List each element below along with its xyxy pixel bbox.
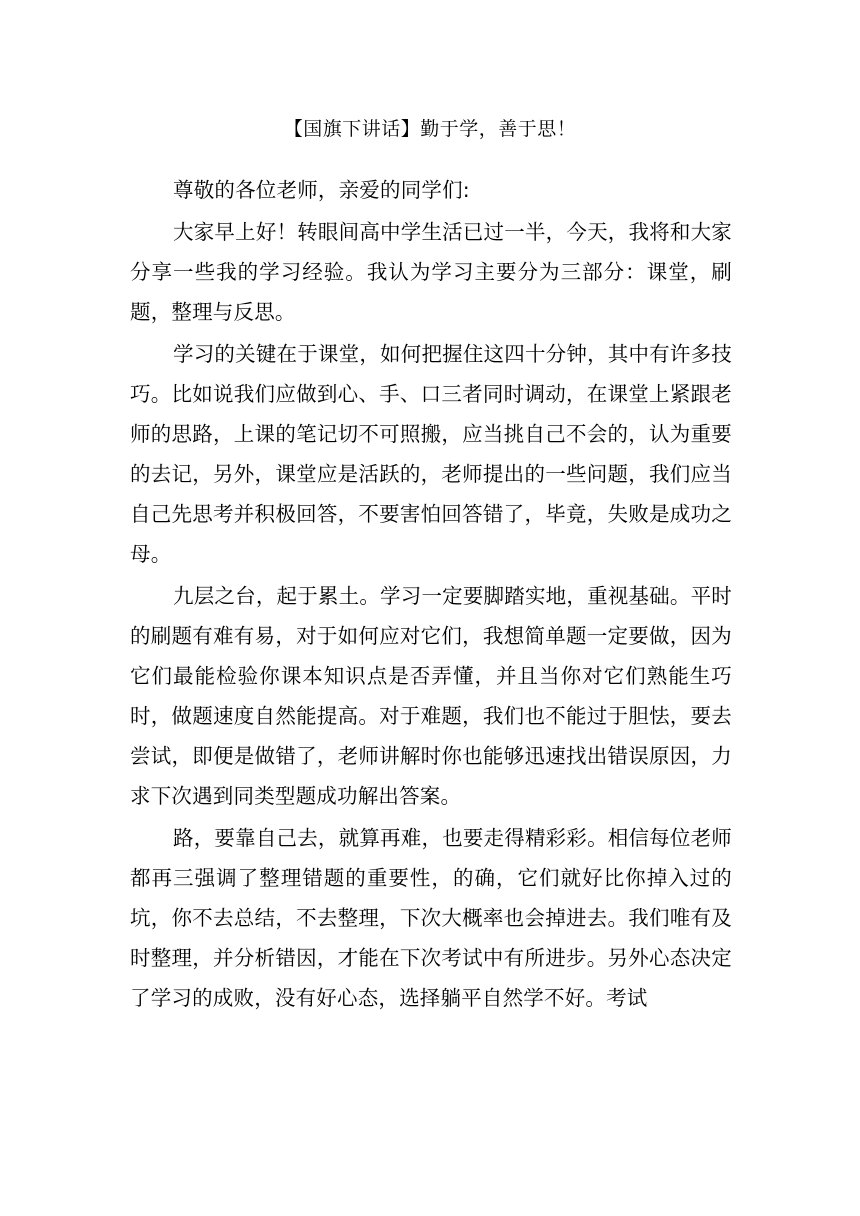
salutation-paragraph: 尊敬的各位老师，亲爱的同学们: [173,178,470,202]
practice-paragraph: 九层之台，起于累土。学习一定要脚踏实地，重视基础。平时的刷题有难有易，对于如何应对它们，我想简单题一定要做，因为它们最能检验你课本知识点是否弄懂，并且当你对它们熟能生巧时，做题速度自然能提高。对于难题，我们也不能过于胆怯，要去尝试，即便是做错了，老师讲解时你也能够迅速找出错误原因，力求下次遇到同类型题成功解出答案。 [130,584,732,808]
classroom-paragraph: 学习的关键在于课堂，如何把握住这四十分钟，其中有许多技巧。比如说我们应做到心、手、口三者同时调动，在课堂上紧跟老师的思路，上课的笔记切不可照搬，应当挑自己不会的，认为重要的去记，另外，课堂应是活跃的，老师提出的一些问题，我们应当自己先思考并积极回答，不要害怕回答错了，毕竟，失败是成功之母。 [130,342,732,566]
greeting-paragraph: 大家早上好！转眼间高中学生活已过一半，今天，我将和大家分享一些我的学习经验。我认为学习主要分为三部分：课堂，刷题，整理与反思。 [130,220,732,324]
reflection-paragraph: 路，要靠自己去，就算再难，也要走得精彩彩。相信每位老师都再三强调了整理错题的重要性，的确，它们就好比你掉入过的坑，你不去总结，不去整理，下次大概率也会掉进去。我们唯有及时整理，并分析错因，才能在下次考试中有所进步。另外心态决定了学习的成败，没有好心态，选择躺平自然学不好。考试 [130,826,732,1010]
document-body [130,170,732,1020]
document-title: 【国旗下讲话】勤于学，善于思！ [283,118,577,140]
